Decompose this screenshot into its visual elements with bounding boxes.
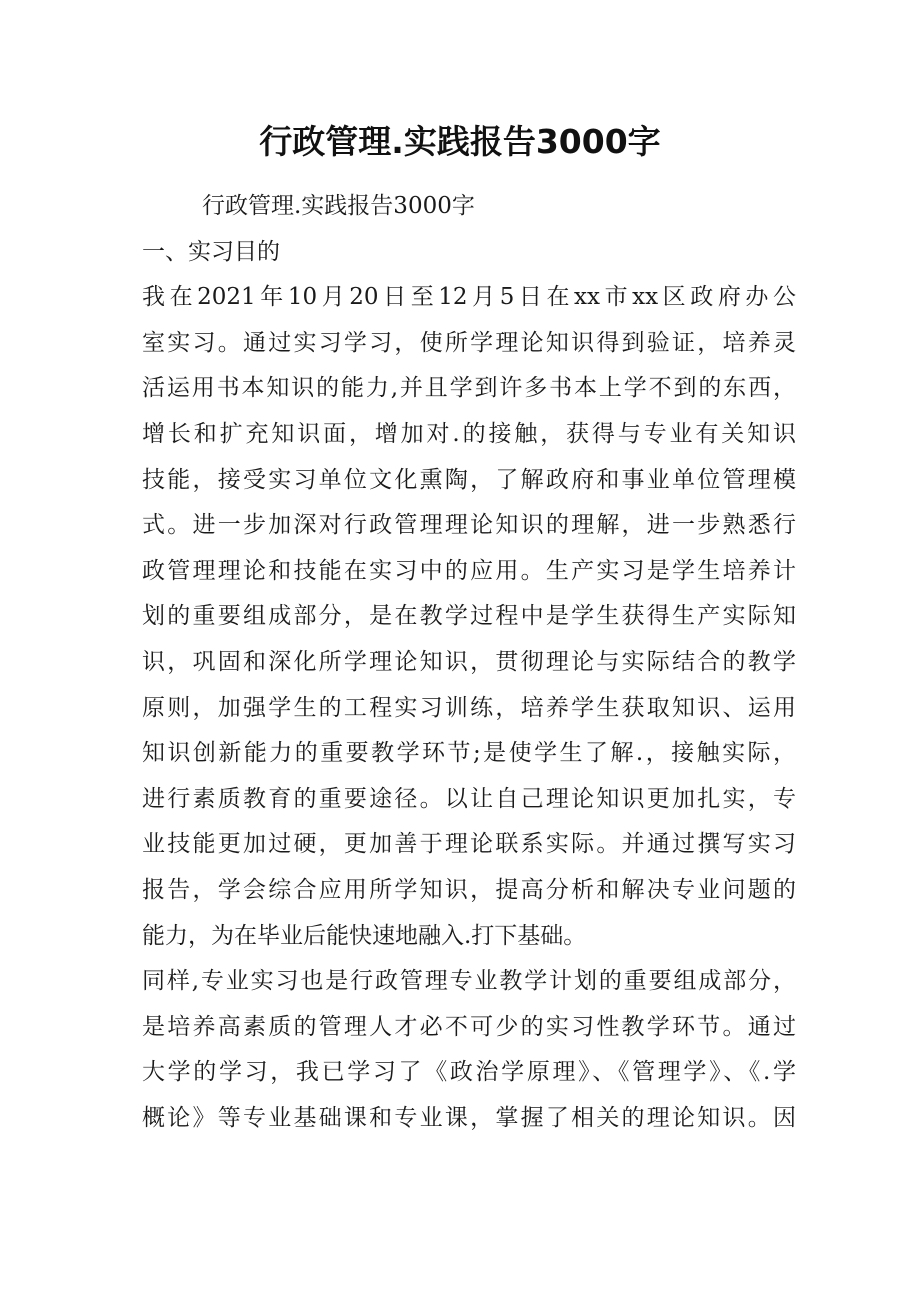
paragraph-line: 知识创新能力的重要教学环节;是使学生了解.，接触实际，	[142, 740, 796, 767]
paragraph-line: 增长和扩充知识面，增加对.的接触，获得与专业有关知识	[142, 420, 796, 447]
paragraph-line: 我在2021年10月20日至12月5日在xx市xx区政府办公	[142, 284, 796, 311]
paragraph-line: 活运用书本知识的能力,并且学到许多书本上学不到的东西，	[142, 375, 796, 402]
paragraph-line: 进行素质教育的重要途径。以让自己理论知识更加扎实，专	[142, 785, 796, 812]
paragraph-line: 大学的学习，我已学习了《政治学原理》、《管理学》、《.学	[142, 1059, 796, 1086]
paragraph-line: 是培养高素质的管理人才必不可少的实习性教学环节。通过	[142, 1013, 796, 1040]
paragraph-line: 政管理理论和技能在实习中的应用。生产实习是学生培养计	[142, 557, 796, 584]
paragraph-line: 概论》等专业基础课和专业课，掌握了相关的理论知识。因	[142, 1104, 796, 1131]
paragraph-line: 识，巩固和深化所学理论知识，贯彻理论与实际结合的教学	[142, 648, 796, 675]
paragraph-line: 能力，为在毕业后能快速地融入.打下基础。	[142, 922, 587, 949]
paragraph-line: 业技能更加过硬，更加善于理论联系实际。并通过撰写实习	[142, 831, 796, 858]
paragraph-line: 报告，学会综合应用所学知识，提高分析和解决专业问题的	[142, 876, 796, 903]
paragraph-line: 室实习。通过实习学习，使所学理论知识得到验证，培养灵	[142, 329, 796, 356]
document-title: 行政管理.实践报告3000字	[259, 122, 661, 161]
paragraph-line: 划的重要组成部分，是在教学过程中是学生获得生产实际知	[142, 603, 796, 630]
subtitle-line: 行政管理.实践报告3000字	[202, 193, 475, 219]
paragraph-line: 同样,专业实习也是行政管理专业教学计划的重要组成部分，	[142, 968, 796, 995]
paragraph-line: 式。进一步加深对行政管理理论知识的理解，进一步熟悉行	[142, 512, 796, 539]
section-heading: 一、实习目的	[142, 238, 280, 265]
document-body	[142, 184, 796, 1141]
paragraph-line: 技能，接受实习单位文化熏陶，了解政府和事业单位管理模	[142, 466, 796, 493]
paragraph-line: 原则，加强学生的工程实习训练，培养学生获取知识、运用	[142, 694, 796, 721]
